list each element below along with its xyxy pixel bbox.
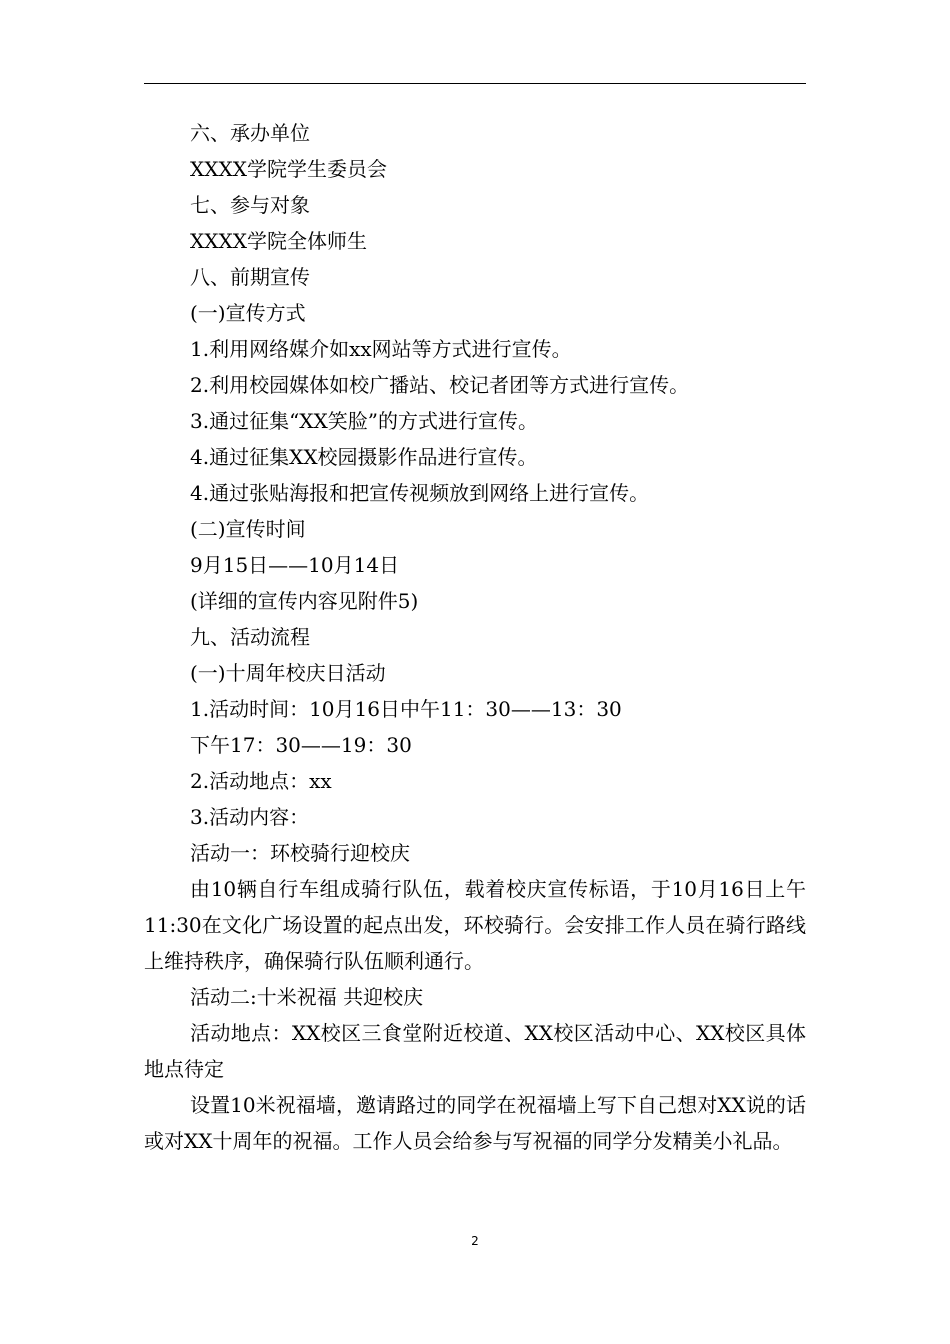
list-item: 4.通过征集XX校园摄影作品进行宣传。 <box>190 445 538 469</box>
body-line: (详细的宣传内容见附件5) <box>190 589 419 613</box>
section-heading: 九、活动流程 <box>190 625 310 649</box>
section-heading: 八、前期宣传 <box>190 265 310 289</box>
paragraph: 由10辆自行车组成骑行队伍，载着校庆宣传标语，于10月16日上午11:30在文化广场设置的起点出发，环校骑行。会安排工作人员在骑行路线上维持秩序，确保骑行队伍顺利通行。 <box>144 877 806 973</box>
list-item: 2.利用校园媒体如校广播站、校记者团等方式进行宣传。 <box>190 373 690 397</box>
body-line: XXXX学院学生委员会 <box>190 157 387 181</box>
subsection-heading: (一)宣传方式 <box>190 301 306 325</box>
section-heading: 六、承办单位 <box>190 121 310 145</box>
activity-heading: 活动二:十米祝福 共迎校庆 <box>190 985 424 1009</box>
header-rule <box>144 83 806 84</box>
paragraph: 设置10米祝福墙，邀请路过的同学在祝福墙上写下自己想对XX说的话或对XX十周年的祝福。工作人员会给参与写祝福的同学分发精美小礼品。 <box>144 1093 806 1153</box>
document-body <box>144 115 806 1159</box>
list-item: 1.利用网络媒介如xx网站等方式进行宣传。 <box>190 337 572 361</box>
list-item: 3.通过征集“XX笑脸”的方式进行宣传。 <box>190 409 539 433</box>
paragraph: 活动地点：XX校区三食堂附近校道、XX校区活动中心、XX校区具体地点待定 <box>144 1021 806 1081</box>
subsection-heading: (二)宣传时间 <box>190 517 306 541</box>
page-number: 2 <box>471 1234 479 1248</box>
body-line: 下午17：30——19：30 <box>190 733 412 757</box>
body-line: XXXX学院全体师生 <box>190 229 367 253</box>
subsection-heading: (一)十周年校庆日活动 <box>190 661 386 685</box>
list-item: 2.活动地点：xx <box>190 769 332 793</box>
body-line: 9月15日——10月14日 <box>190 553 400 577</box>
list-item: 4.通过张贴海报和把宣传视频放到网络上进行宣传。 <box>190 481 650 505</box>
list-item: 1.活动时间：10月16日中午11：30——13：30 <box>190 697 622 721</box>
activity-heading: 活动一：环校骑行迎校庆 <box>190 841 410 865</box>
section-heading: 七、参与对象 <box>190 193 310 217</box>
list-item: 3.活动内容： <box>190 805 310 829</box>
